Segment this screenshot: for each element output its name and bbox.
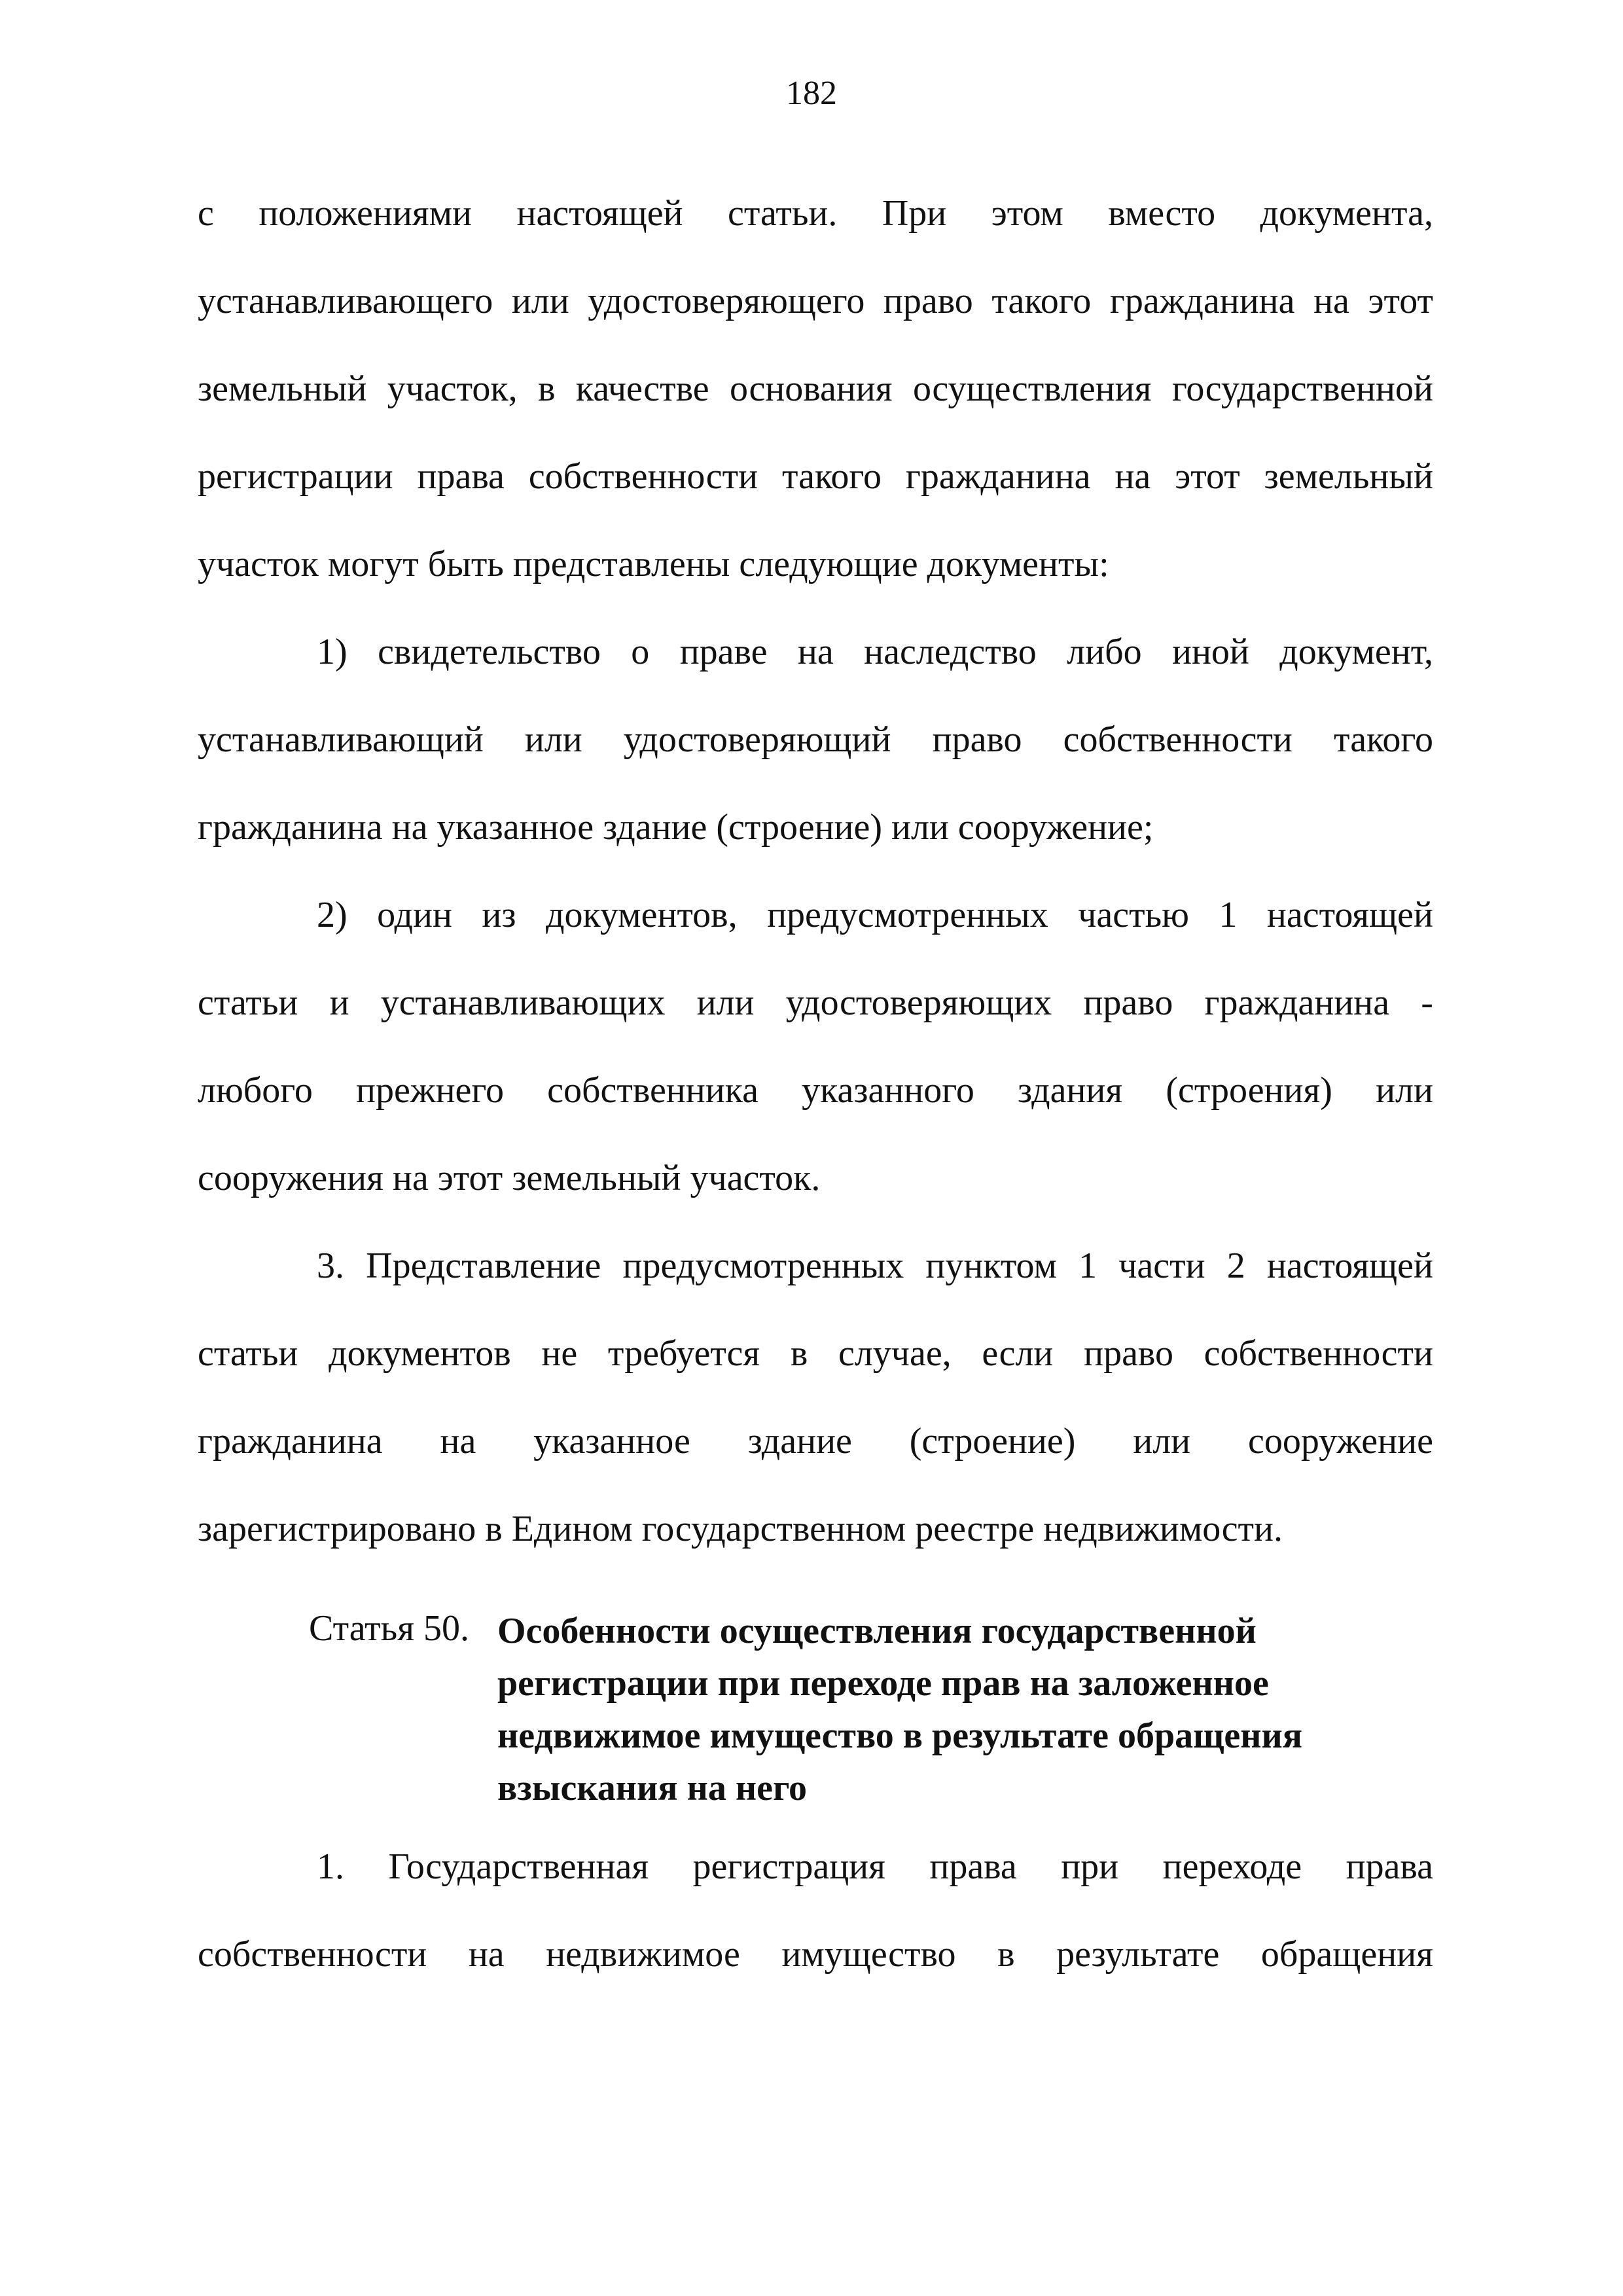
word: предусмотренных <box>622 1246 904 1286</box>
word: собственности <box>1204 1333 1433 1374</box>
word: удостоверяющих <box>785 982 1052 1023</box>
word: устанавливающих <box>380 982 666 1023</box>
list-item-line <box>198 979 1433 1026</box>
word: документов <box>329 1333 511 1374</box>
word: или <box>524 719 582 760</box>
word: положениями <box>259 193 473 234</box>
word: один <box>377 895 452 935</box>
paragraph-line <box>317 1843 1433 1890</box>
list-item-line: гражданина на указанное здание (строение) или сооружение; <box>198 807 1154 848</box>
word: о <box>631 632 650 672</box>
word: здания <box>1018 1070 1123 1111</box>
word: качестве <box>575 368 709 409</box>
word: с <box>198 193 214 234</box>
word: собственности <box>198 1934 427 1975</box>
list-item-line <box>317 891 1433 939</box>
word: - <box>1421 982 1433 1023</box>
word: праве <box>679 632 768 672</box>
article-label: Статья 50. <box>309 1608 469 1649</box>
list-item-line <box>198 716 1433 763</box>
word: на <box>468 1934 505 1975</box>
article-title-line: недвижимое имущество в результате обращения <box>497 1715 1303 1756</box>
word: 2 <box>1226 1246 1245 1286</box>
word: или <box>511 281 569 321</box>
word: (строения) <box>1166 1070 1332 1111</box>
word: указанного <box>802 1070 974 1111</box>
paragraph-line <box>198 1931 1433 1978</box>
word: Представление <box>366 1246 601 1286</box>
word: участок, <box>387 368 518 409</box>
word: документ, <box>1279 632 1433 672</box>
word: такого <box>782 456 882 497</box>
word: право <box>932 719 1022 760</box>
word: любого <box>198 1070 313 1111</box>
word: собственности <box>1063 719 1293 760</box>
word: наследство <box>864 632 1037 672</box>
word: этот <box>1368 281 1433 321</box>
word: государственной <box>1171 368 1433 409</box>
word: или <box>696 982 755 1023</box>
word: на <box>440 1421 476 1462</box>
word: удостоверяющий <box>623 719 891 760</box>
word: имущество <box>781 1934 956 1975</box>
word: права <box>417 456 505 497</box>
word: Государственная <box>388 1846 649 1887</box>
word: права <box>1346 1846 1433 1887</box>
list-item-line <box>317 628 1433 675</box>
word: гражданина <box>198 1421 383 1462</box>
article-title <box>497 1605 1414 1814</box>
article-title-line: взыскания на него <box>497 1768 807 1808</box>
word: 3. <box>317 1246 344 1286</box>
word: такого <box>991 281 1092 321</box>
article-title-line: регистрации при переходе прав на заложенное <box>497 1663 1269 1704</box>
word: статьи <box>198 1333 298 1374</box>
word: гражданина <box>1204 982 1390 1023</box>
word: земельный <box>198 368 367 409</box>
paragraph-line <box>198 190 1433 237</box>
word: собственности <box>528 456 758 497</box>
word: в <box>997 1934 1015 1975</box>
word: осуществления <box>912 368 1152 409</box>
word: обращения <box>1260 1934 1433 1975</box>
word: настоящей <box>1266 1246 1433 1286</box>
word: права <box>929 1846 1017 1887</box>
word: здание <box>747 1421 852 1462</box>
word: статьи <box>198 982 298 1023</box>
word: удостоверяющего <box>588 281 865 321</box>
word: такого <box>1334 719 1433 760</box>
word: в <box>538 368 556 409</box>
word: части <box>1118 1246 1205 1286</box>
word: настоящей <box>516 193 683 234</box>
word: свидетельство <box>378 632 601 672</box>
word: настоящей <box>1266 895 1433 935</box>
paragraph-line: участок могут быть представлены следующие документы: <box>198 544 1109 584</box>
word: требуется <box>607 1333 760 1374</box>
word: 2) <box>317 895 348 935</box>
word: на <box>1313 281 1349 321</box>
word: устанавливающий <box>198 719 484 760</box>
article-title-line: Особенности осуществления государственной <box>497 1611 1257 1651</box>
word: (строение) <box>909 1421 1076 1462</box>
word: документов, <box>545 895 738 935</box>
paragraph-line <box>198 365 1433 412</box>
page-number: 182 <box>786 75 837 112</box>
word: 1 <box>1079 1246 1097 1286</box>
word: недвижимое <box>546 1934 740 1975</box>
word: либо <box>1067 632 1142 672</box>
word: земельный <box>1264 456 1433 497</box>
word: частью <box>1078 895 1189 935</box>
word: на <box>1115 456 1151 497</box>
word: право <box>1084 1333 1173 1374</box>
word: собственника <box>547 1070 758 1111</box>
word: регистрация <box>692 1846 885 1887</box>
word: документа, <box>1260 193 1433 234</box>
paragraph-line: зарегистрировано в Едином государственном реестре недвижимости. <box>198 1509 1283 1549</box>
word: право <box>1083 982 1173 1023</box>
paragraph-line <box>198 1330 1433 1377</box>
word: на <box>797 632 834 672</box>
word: этом <box>991 193 1063 234</box>
word: и <box>329 982 349 1023</box>
word: если <box>982 1333 1054 1374</box>
word: или <box>1133 1421 1191 1462</box>
word: иной <box>1171 632 1249 672</box>
word: устанавливающего <box>198 281 493 321</box>
word: 1 <box>1219 895 1238 935</box>
word: или <box>1376 1070 1433 1111</box>
word: этот <box>1175 456 1240 497</box>
paragraph-line <box>198 1418 1433 1465</box>
word: статьи. <box>727 193 838 234</box>
word: не <box>541 1333 578 1374</box>
word: право <box>883 281 973 321</box>
word: при <box>1061 1846 1119 1887</box>
word: При <box>882 193 947 234</box>
paragraph-line <box>198 278 1433 325</box>
word: пунктом <box>925 1246 1057 1286</box>
word: регистрации <box>198 456 393 497</box>
word: прежнего <box>356 1070 504 1111</box>
word: гражданина <box>905 456 1091 497</box>
word: основания <box>730 368 893 409</box>
word: 1) <box>317 632 348 672</box>
word: 1. <box>317 1846 344 1887</box>
word: результате <box>1056 1934 1220 1975</box>
word: случае, <box>838 1333 952 1374</box>
word: сооружение <box>1247 1421 1433 1462</box>
word: переходе <box>1162 1846 1302 1887</box>
word: указанное <box>533 1421 690 1462</box>
list-item-line <box>198 1067 1433 1114</box>
word: предусмотренных <box>767 895 1048 935</box>
word: гражданина <box>1109 281 1295 321</box>
word: из <box>482 895 516 935</box>
paragraph-line <box>317 1242 1433 1289</box>
list-item-line: сооружения на этот земельный участок. <box>198 1158 821 1198</box>
word: в <box>790 1333 808 1374</box>
paragraph-line <box>198 453 1433 500</box>
word: вместо <box>1108 193 1216 234</box>
